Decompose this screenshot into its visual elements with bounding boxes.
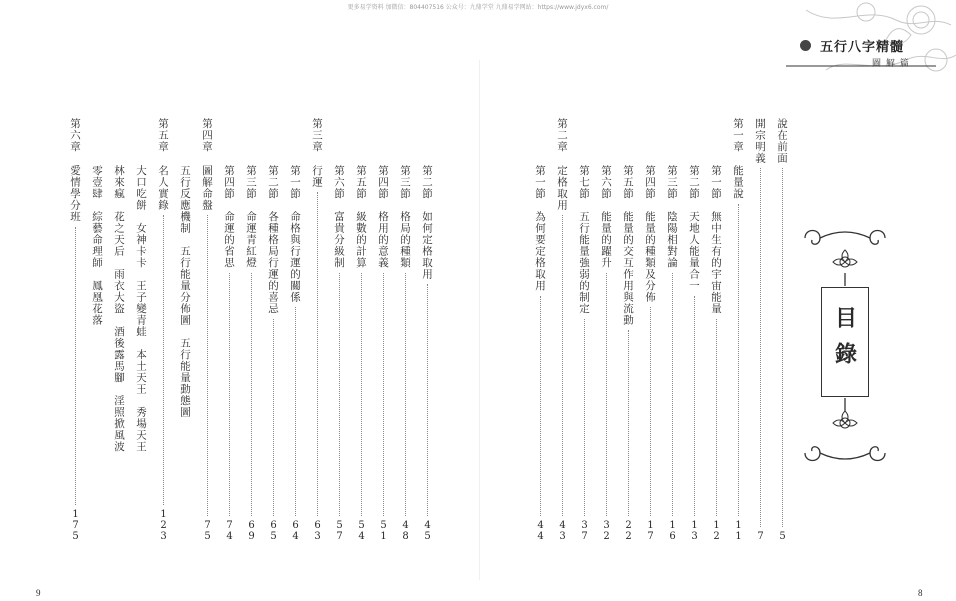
toc-entry: 第三節 格局的種類 48: [399, 165, 411, 542]
chapter-label: 第一章: [732, 118, 744, 153]
toc-entry: 第三節 陰陽相對論 16: [666, 165, 678, 542]
page-spine: [479, 60, 480, 580]
toc-entry: 能量說 11: [732, 165, 744, 542]
toc-entry: 第二節 各種格局行運的喜忌 65: [267, 165, 279, 542]
brand-bullet-icon: [800, 40, 811, 51]
toc-entry: 第一節 命格與行運的關係 64: [289, 165, 301, 542]
page-number-right: 8: [918, 588, 923, 598]
brand-subtitle: 圖 解 篇: [872, 59, 910, 69]
brand-title: 五行八字精髓: [820, 40, 905, 55]
page-number-left: 9: [36, 588, 41, 598]
toc-entry: 第二節 如何定格取用 45: [421, 165, 433, 542]
toc-entry: 第四節 能量的種類及分佈 17: [644, 165, 656, 542]
toc-entry: 第二節 天地人能量合一 13: [688, 165, 700, 542]
toc-entry: 第一節 無中生有的宇宙能量 12: [710, 165, 722, 542]
toc-entry: 行運 63: [311, 165, 323, 542]
chapter-label: 第五章: [157, 118, 169, 153]
toc-entry: 圖解命盤 75: [201, 165, 213, 542]
toc-entry: 第六節 能量的躍升 32: [600, 165, 612, 542]
toc-entry: 五行反應機制 五行能量分佈圖 五行能量動態圖: [179, 165, 191, 418]
lotus-flower-icon: [833, 250, 857, 267]
toc-entry: 第四節 格用的意義 51: [377, 165, 389, 542]
toc-entry: 第三節 命運青紅燈 69: [245, 165, 257, 542]
toc-entry: 第四節 命運的省思 74: [223, 165, 235, 542]
toc-entry: 第五節 能量的交互作用與流動 22: [622, 165, 634, 542]
chapter-label: 第二章: [556, 118, 568, 153]
toc-entry: 第一節 為何要定格取用 44: [534, 165, 546, 542]
toc-entry: 第六節 富貴分級制 57: [333, 165, 345, 542]
toc-heading: 目錄: [821, 287, 869, 397]
toc-entry: 說在前面 5: [776, 118, 788, 542]
toc-entry: 零壹肆 綜藝命理師 鳳凰花落: [91, 165, 103, 326]
toc-entry: 名人實錄 123: [157, 165, 169, 542]
chapter-label: 第四章: [201, 118, 213, 153]
chapter-label: 第三章: [311, 118, 323, 153]
toc-entry: 林來瘋 花之天后 雨衣大盜 酒後露馬腳 淫照掀風波: [113, 165, 125, 453]
header-note: 更多易学资料 加微信：804407516 公众号：九鼎学堂 九鼎易学网站：https://www.jdyx6.com/: [347, 4, 609, 11]
chapter-label: 第六章: [69, 118, 81, 153]
toc-entry: 大口吃餅 女神卡卡 王子變青蛙 本土天王 秀場天王: [135, 165, 147, 453]
toc-entry: 第七節 五行能量強弱的制定 37: [578, 165, 590, 542]
toc-entry: 開宗明義 7: [754, 118, 766, 542]
toc-entry: 第五節 級數的計算 54: [355, 165, 367, 542]
toc-entry: 愛情學分班 175: [69, 165, 81, 542]
lotus-flower-icon: [833, 411, 857, 428]
toc-entry: 定格取用 43: [556, 165, 568, 542]
